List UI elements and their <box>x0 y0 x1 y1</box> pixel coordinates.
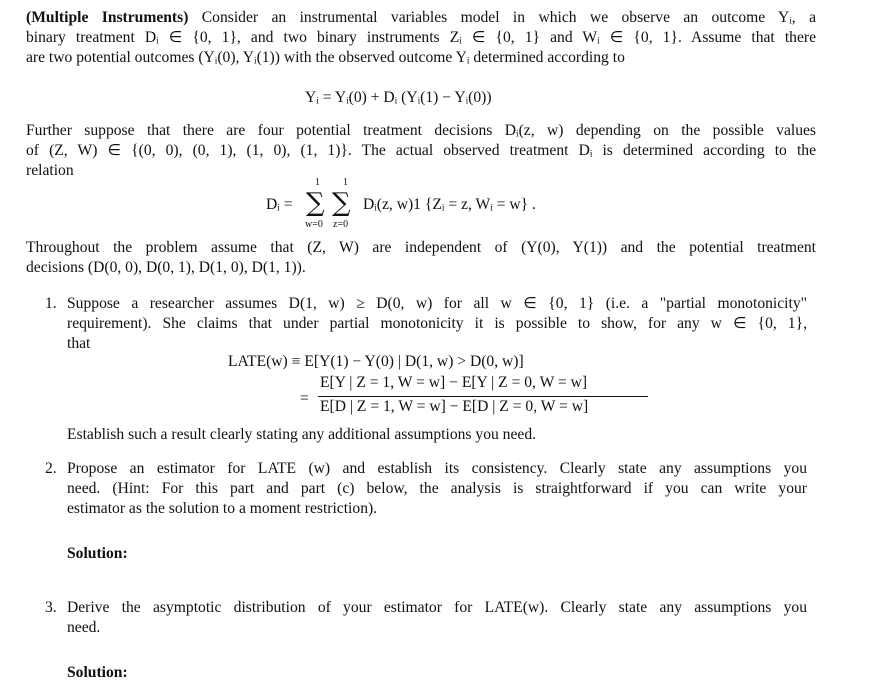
outcome-equation: Yᵢ = Yᵢ(0) + Dᵢ (Yᵢ(1) − Yᵢ(0)) <box>305 89 492 106</box>
para3-line-1: Throughout the problem assume that (Z, W) are independent of (Y(0), Y(1)) and the potential treatment <box>26 239 816 256</box>
item-1-line-3: that <box>67 335 91 352</box>
item-3-solution-label: Solution: <box>67 664 128 681</box>
intro-line-1 <box>26 8 816 28</box>
item-1-line-2: requirement). She claims that under partial monotonicity it is possible to show, for any w ∈ {0, 1}, <box>67 315 807 332</box>
sum-upper-1: 1 <box>315 177 320 188</box>
problem-heading: (Multiple Instruments) <box>26 9 189 26</box>
item-2-number: 2. <box>45 460 57 477</box>
item-3-number: 3. <box>45 599 57 616</box>
para2-line-1: Further suppose that there are four potential treatment decisions Dᵢ(z, w) depending on the possible values <box>26 122 816 139</box>
sum-lower-2: z=0 <box>333 219 349 230</box>
item-2-solution-label: Solution: <box>67 545 128 562</box>
sum-symbol-1: ∑ <box>306 188 325 218</box>
intro-line-3: are two potential outcomes (Yᵢ(0), Yᵢ(1)) with the observed outcome Yᵢ determined according to <box>26 49 625 66</box>
sum-lower-1: w=0 <box>305 219 323 230</box>
intro-text-1: Consider an instrumental variables model in which we observe an outcome Yᵢ, a <box>188 9 816 26</box>
item-1-line-1: Suppose a researcher assumes D(1, w) ≥ D(0, w) for all w ∈ {0, 1} (i.e. a "partial monotonicity" <box>67 295 807 312</box>
late-denominator: E[D | Z = 1, W = w] − E[D | Z = 0, W = w] <box>320 398 589 415</box>
item-2-line-3: estimator as the solution to a moment restriction). <box>67 500 378 517</box>
late-equals-sign: = <box>300 390 309 407</box>
sum-upper-2: 1 <box>343 177 348 188</box>
late-numerator: E[Y | Z = 1, W = w] − E[Y | Z = 0, W = w] <box>320 374 588 391</box>
item-3-line-1: Derive the asymptotic distribution of your estimator for LATE(w). Clearly state any assumptions you <box>67 599 807 616</box>
para3-line-2: decisions (D(0, 0), D(0, 1), D(1, 0), D(1, 1)). <box>26 259 306 276</box>
item-2-line-2: need. (Hint: For this part and part (c) below, the analysis is straightforward if you can write your <box>67 480 807 497</box>
para2-line-2: of (Z, W) ∈ {(0, 0), (0, 1), (1, 0), (1, 1)}. The actual observed treatment Dᵢ is determined according to the <box>26 142 816 159</box>
para2-line-3: relation <box>26 162 74 179</box>
late-definition: LATE(w) ≡ E[Y(1) − Y(0) | D(1, w) > D(0, w)] <box>228 353 524 370</box>
sum-symbol-2: ∑ <box>332 188 351 218</box>
item-1-number: 1. <box>45 295 57 312</box>
item-3-line-2: need. <box>67 619 101 636</box>
item-1-after: Establish such a result clearly stating any additional assumptions you need. <box>67 426 537 443</box>
treatment-eq-lhs: Dᵢ = <box>266 196 293 213</box>
item-2-line-1: Propose an estimator for LATE (w) and establish its consistency. Clearly state any assumptions you <box>67 460 807 477</box>
treatment-eq-body: Dᵢ(z, w)1 {Zᵢ = z, Wᵢ = w} . <box>363 196 536 213</box>
intro-line-2: binary treatment Dᵢ ∈ {0, 1}, and two binary instruments Zᵢ ∈ {0, 1} and Wᵢ ∈ {0, 1}. Assume that there <box>26 29 816 46</box>
